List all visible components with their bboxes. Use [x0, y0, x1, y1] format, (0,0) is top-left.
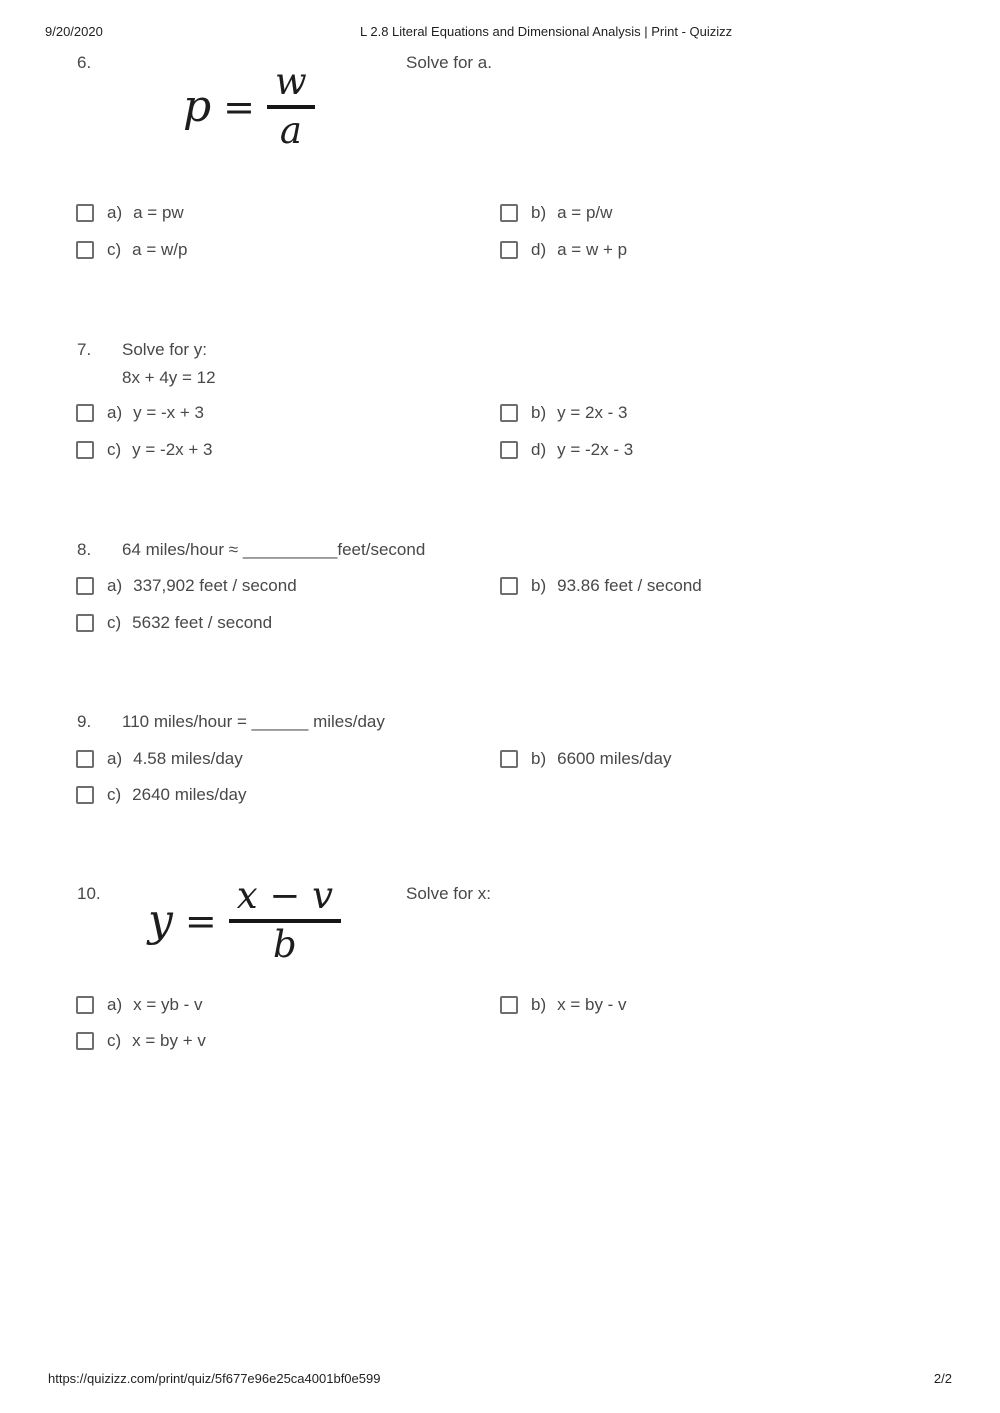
- option-letter: a): [107, 749, 123, 768]
- option-checkbox[interactable]: [500, 441, 518, 459]
- option-checkbox[interactable]: [76, 204, 94, 222]
- option-letter: b): [531, 203, 547, 222]
- option-text: x = by + v: [132, 1031, 206, 1050]
- option-text: 5632 feet / second: [132, 613, 273, 632]
- option-letter: d): [531, 440, 547, 459]
- option-text: a = pw: [133, 203, 184, 222]
- option-text: y = 2x - 3: [557, 403, 628, 422]
- question-number: 9.: [77, 712, 92, 731]
- option-row: [76, 785, 247, 805]
- option-letter: b): [531, 576, 547, 595]
- option-text: 4.58 miles/day: [133, 749, 243, 768]
- option-row: [500, 240, 627, 260]
- option-checkbox[interactable]: [76, 441, 94, 459]
- fraction-denominator: a: [279, 108, 302, 152]
- option-text: y = -2x - 3: [557, 440, 634, 459]
- option-letter: d): [531, 240, 547, 259]
- option-row: [500, 403, 628, 423]
- option-text: x = yb - v: [133, 995, 203, 1014]
- question-prompt: Solve for a.: [406, 53, 492, 72]
- option-row: [76, 203, 184, 223]
- option-letter: b): [531, 995, 547, 1014]
- option-checkbox[interactable]: [76, 241, 94, 259]
- option-row: [500, 749, 671, 769]
- option-row: [500, 440, 633, 460]
- option-text: y = -x + 3: [133, 403, 204, 422]
- option-checkbox[interactable]: [500, 241, 518, 259]
- option-row: [76, 403, 204, 423]
- question-number: 7.: [77, 340, 92, 359]
- option-checkbox[interactable]: [76, 996, 94, 1014]
- equation-lhs: y: [148, 894, 173, 946]
- question-equation: [148, 876, 341, 965]
- option-checkbox[interactable]: [500, 996, 518, 1014]
- option-row: [500, 576, 702, 596]
- question-prompt: 64 miles/hour ≈ __________feet/second: [122, 540, 426, 559]
- option-letter: c): [107, 613, 122, 632]
- equation-lhs: p: [183, 80, 212, 132]
- fraction-numerator: x − v: [236, 874, 333, 917]
- option-text: y = -2x + 3: [132, 440, 213, 459]
- option-letter: a): [107, 403, 123, 422]
- footer-page-number: 2/2: [933, 1371, 952, 1386]
- option-checkbox[interactable]: [500, 404, 518, 422]
- question-equation-text: 8x + 4y = 12: [122, 368, 216, 387]
- option-text: a = w/p: [132, 240, 188, 259]
- option-row: [76, 613, 272, 633]
- option-text: 2640 miles/day: [132, 785, 247, 804]
- option-text: 93.86 feet / second: [557, 576, 702, 595]
- question-number: 6.: [77, 53, 92, 72]
- option-text: a = w + p: [557, 240, 628, 259]
- option-text: x = by - v: [557, 995, 627, 1014]
- option-letter: c): [107, 440, 122, 459]
- option-checkbox[interactable]: [76, 750, 94, 768]
- option-letter: c): [107, 1031, 122, 1050]
- option-row: [76, 576, 297, 596]
- option-letter: b): [531, 403, 547, 422]
- equals-sign: =: [184, 898, 217, 943]
- fraction-denominator: b: [273, 922, 297, 966]
- header-title: L 2.8 Literal Equations and Dimensional Analysis | Print - Quizizz: [360, 24, 733, 39]
- question-number: 8.: [77, 540, 92, 559]
- option-text: 337,902 feet / second: [133, 576, 297, 595]
- option-letter: b): [531, 749, 547, 768]
- option-checkbox[interactable]: [76, 614, 94, 632]
- option-text: a = p/w: [557, 203, 613, 222]
- option-checkbox[interactable]: [76, 1032, 94, 1050]
- option-text: 6600 miles/day: [557, 749, 672, 768]
- option-row: [500, 995, 627, 1015]
- question-prompt: Solve for x:: [406, 884, 492, 903]
- option-checkbox[interactable]: [76, 786, 94, 804]
- option-checkbox[interactable]: [500, 577, 518, 595]
- footer-url: https://quizizz.com/print/quiz/5f677e96e25ca4001bf0e599: [48, 1371, 381, 1386]
- option-letter: a): [107, 995, 123, 1014]
- option-row: [500, 203, 612, 223]
- option-row: [76, 749, 243, 769]
- option-row: [76, 995, 203, 1015]
- fraction-numerator: w: [275, 60, 307, 103]
- question-number: 10.: [77, 884, 101, 903]
- option-row: [76, 1031, 206, 1051]
- option-row: [76, 440, 213, 460]
- question-prompt: Solve for y:: [122, 340, 208, 359]
- option-checkbox[interactable]: [500, 204, 518, 222]
- fraction: [267, 62, 315, 151]
- option-letter: c): [107, 240, 122, 259]
- header-date: 9/20/2020: [45, 24, 103, 39]
- question-prompt: 110 miles/hour = ______ miles/day: [122, 712, 385, 731]
- option-letter: a): [107, 203, 123, 222]
- fraction: [229, 876, 341, 965]
- equals-sign: =: [223, 84, 256, 129]
- option-checkbox[interactable]: [76, 577, 94, 595]
- option-row: [76, 240, 187, 260]
- question-equation: [183, 62, 315, 151]
- option-letter: a): [107, 576, 123, 595]
- option-checkbox[interactable]: [500, 750, 518, 768]
- option-checkbox[interactable]: [76, 404, 94, 422]
- option-letter: c): [107, 785, 122, 804]
